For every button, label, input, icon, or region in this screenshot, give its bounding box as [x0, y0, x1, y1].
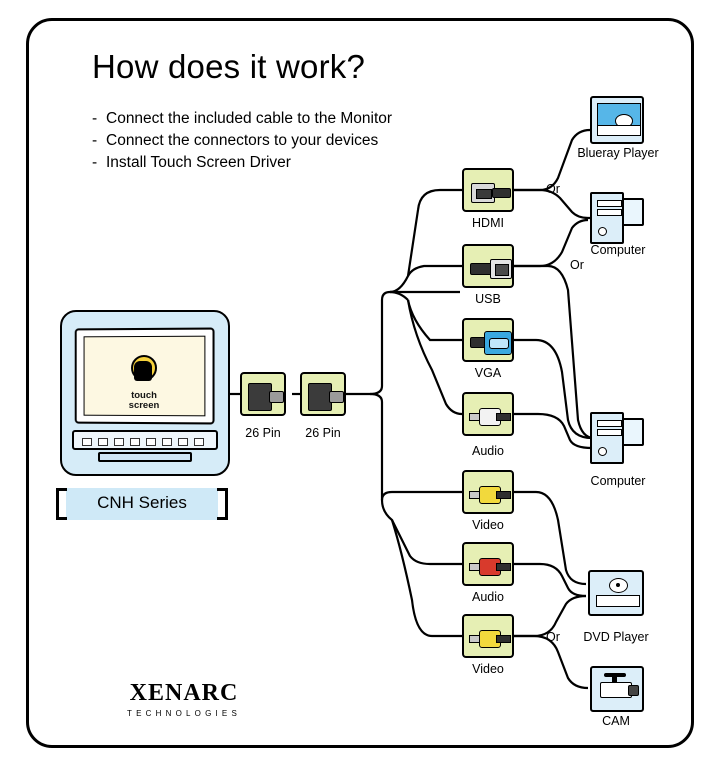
vga-plug-icon: [470, 331, 510, 353]
touch-hand-icon: [122, 355, 166, 389]
list-item: [92, 152, 512, 174]
plug-tip-right: [496, 413, 511, 421]
list-item-label: Connect the included cable to the Monitor: [106, 110, 393, 127]
bullet-dash: -: [92, 154, 98, 171]
monitor-vent: [114, 438, 124, 446]
plug-tail: [329, 391, 344, 403]
computer-monitor: [622, 198, 644, 226]
monitor-vent: [162, 438, 172, 446]
connector-vga-label: VGA: [474, 366, 502, 380]
connector-26pin-left: [240, 372, 286, 416]
touch-hand: [134, 361, 152, 381]
connector-hdmi-label: HDMI: [472, 216, 504, 230]
blueray-icon: [590, 96, 644, 144]
monitor-stand: [98, 452, 192, 462]
bullet-dash: -: [92, 110, 98, 127]
series-badge: [56, 488, 228, 520]
brand-name: XENARC: [129, 680, 239, 706]
list-item: [92, 108, 512, 130]
monitor-vent: [130, 438, 140, 446]
plug-tail: [269, 391, 284, 403]
connector-usb: [462, 244, 514, 288]
power-button-icon: [598, 447, 607, 456]
connector-video-1-label: Video: [472, 518, 504, 532]
disc-icon: [609, 578, 628, 593]
monitor-screen-inner: [84, 336, 206, 417]
connector-audio-2-label: Audio: [472, 590, 504, 604]
connector-video-1: [462, 470, 514, 514]
monitor-vent: [98, 438, 108, 446]
instruction-list: [92, 108, 512, 174]
list-item: [92, 130, 512, 152]
list-item-label: Install Touch Screen Driver: [106, 154, 291, 171]
monitor-base: [72, 430, 218, 450]
monitor-illustration: [60, 310, 230, 476]
device-computer-1-label: Computer: [590, 243, 646, 257]
computer-monitor: [622, 418, 644, 446]
device-cam: [590, 666, 644, 714]
or-label-2: Or: [570, 258, 584, 272]
plug-tip-right: [496, 491, 511, 499]
connector-audio-1: [462, 392, 514, 436]
blueray-tray: [597, 125, 641, 136]
monitor-vent: [82, 438, 92, 446]
rca-plug-icon: [469, 486, 511, 502]
dvd-icon: [588, 570, 644, 616]
or-label-3: Or: [546, 630, 560, 644]
plug-cord: [492, 188, 511, 198]
plug-26pin-icon: [248, 383, 282, 409]
computer-tower: [590, 412, 624, 464]
series-badge-label: CNH Series: [97, 493, 187, 512]
connector-hdmi: [462, 168, 514, 212]
list-item-label: Connect the connectors to your devices: [106, 132, 379, 149]
plug-tip-right: [496, 563, 511, 571]
connector-audio-2: [462, 542, 514, 586]
rca-plug-icon: [469, 408, 511, 424]
device-computer-2-label: Computer: [590, 474, 646, 488]
rca-plug-icon: [469, 630, 511, 646]
monitor-screen-label: touch screen: [128, 389, 160, 412]
hdmi-plug-icon: [471, 183, 509, 201]
or-label-1: Or: [546, 182, 560, 196]
monitor-vent: [194, 438, 204, 446]
device-computer-2: [590, 412, 644, 460]
device-blueray-player-label: Blueray Player: [577, 146, 659, 160]
plug-slot: [495, 264, 509, 276]
brand-logo: [100, 680, 268, 718]
connector-26pin-right-label: 26 Pin: [305, 426, 341, 440]
drive-bay: [597, 420, 622, 427]
plug-tip-right: [496, 635, 511, 643]
drive-bay: [597, 429, 622, 436]
disc-hub: [616, 583, 620, 587]
plug-head: [490, 259, 512, 279]
dvd-tray: [596, 595, 640, 607]
plug-head: [484, 331, 512, 355]
device-dvd-player: [588, 570, 642, 618]
monitor-screen: [75, 328, 215, 425]
connector-video-2-label: Video: [472, 662, 504, 676]
connector-vga: [462, 318, 514, 362]
power-button-icon: [598, 227, 607, 236]
bullet-dash: -: [92, 132, 98, 149]
blueray-top: [597, 103, 641, 127]
drive-bay: [597, 209, 622, 216]
device-blueray-player: [590, 96, 644, 144]
connector-audio-1-label: Audio: [472, 444, 504, 458]
computer-icon: [590, 192, 644, 244]
computer-tower: [590, 192, 624, 244]
usb-plug-icon: [470, 259, 510, 277]
plug-slot: [476, 189, 492, 199]
connector-26pin-right: [300, 372, 346, 416]
device-computer-1: [590, 192, 644, 240]
connector-usb-label: USB: [475, 292, 501, 306]
monitor-vent: [146, 438, 156, 446]
brand-tagline: TECHNOLOGIES: [127, 709, 241, 718]
camera-lens: [628, 685, 639, 696]
device-dvd-player-label: DVD Player: [583, 630, 649, 644]
connector-26pin-left-label: 26 Pin: [245, 426, 281, 440]
device-cam-label: CAM: [602, 714, 630, 728]
monitor-vent: [178, 438, 188, 446]
rca-plug-icon: [469, 558, 511, 574]
camera-icon: [590, 666, 644, 712]
computer-icon: [590, 412, 644, 464]
drive-bay: [597, 200, 622, 207]
plug-slot: [489, 338, 509, 349]
connector-video-2: [462, 614, 514, 658]
page-title: How does it work?: [92, 48, 366, 85]
plug-26pin-icon: [308, 383, 342, 409]
